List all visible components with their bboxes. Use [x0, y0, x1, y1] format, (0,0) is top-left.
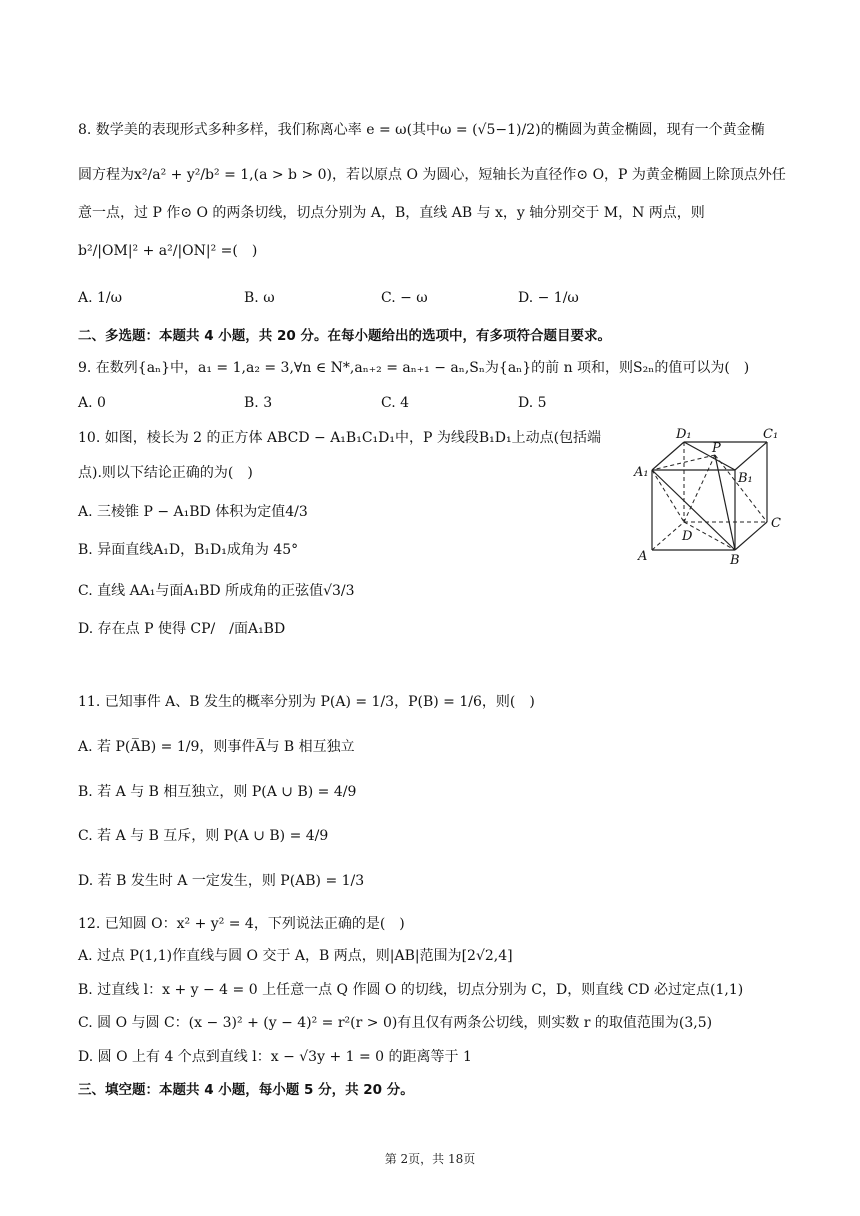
- section-2-heading: 二、多选题：本题共 4 小题，共 20 分。在每小题给出的选项中，有多项符合题目要求。: [78, 328, 611, 344]
- q10-option-b: B. 异面直线A₁D，B₁D₁成角为 45°: [78, 542, 299, 558]
- label-d: D: [682, 529, 693, 544]
- q9-option-c: C. 4: [381, 395, 410, 411]
- q8-option-b: B. ω: [244, 290, 275, 306]
- q11-option-a: A. 若 P(A̅B) = 1/9，则事件A̅与 B 相互独立: [78, 739, 355, 755]
- q11-line-1: 11. 已知事件 A、B 发生的概率分别为 P(A) = 1/3，P(B) = 1/6，则( ): [78, 694, 535, 710]
- q10-line-2: 点).则以下结论正确的为( ): [78, 465, 253, 481]
- label-a1: A₁: [634, 465, 649, 480]
- label-a: A: [638, 549, 648, 564]
- q8-line-3: 意一点，过 P 作⊙ O 的两条切线，切点分别为 A，B，直线 AB 与 x，y 轴分别交于 M，N 两点，则: [78, 205, 705, 221]
- q12-option-c: C. 圆 O 与圆 C：(x − 3)² + (y − 4)² = r²(r > 0)有且仅有两条公切线，则实数 r 的取值范围为(3,5): [78, 1015, 713, 1031]
- q8-line-2: 圆方程为x²/a² + y²/b² = 1,(a > b > 0)，若以原点 O 为圆心，短轴长为直径作⊙ O，P 为黄金椭圆上除顶点外任: [78, 167, 786, 183]
- q12-option-a: A. 过点 P(1,1)作直线与圆 O 交于 A，B 两点，则|AB|范围为[2√2,4]: [78, 948, 513, 964]
- label-b: B: [730, 553, 740, 566]
- label-p: P: [712, 441, 721, 456]
- q11-option-b: B. 若 A 与 B 相互独立，则 P(A ∪ B) = 4/9: [78, 784, 357, 800]
- q8-option-c: C. − ω: [381, 290, 428, 306]
- cube-figure: [632, 426, 782, 566]
- label-c: C: [771, 516, 781, 531]
- q8-line-1: 8. 数学美的表现形式多种多样，我们称离心率 e = ω(其中ω = (√5−1)/2)的椭圆为黄金椭圆，现有一个黄金椭: [78, 122, 765, 138]
- q11-option-c: C. 若 A 与 B 互斥，则 P(A ∪ B) = 4/9: [78, 828, 329, 844]
- q11-option-d: D. 若 B 发生时 A 一定发生，则 P(AB) = 1/3: [78, 873, 365, 889]
- q12-line-1: 12. 已知圆 O：x² + y² = 4，下列说法正确的是( ): [78, 916, 405, 932]
- q9-option-d: D. 5: [518, 395, 547, 411]
- section-3-heading: 三、填空题：本题共 4 小题，每小题 5 分，共 20 分。: [78, 1082, 414, 1098]
- q10-line-1: 10. 如图，棱长为 2 的正方体 ABCD − A₁B₁C₁D₁中，P 为线段B₁D₁上动点(包括端: [78, 430, 602, 446]
- q12-option-d: D. 圆 O 上有 4 个点到直线 l：x − √3y + 1 = 0 的距离等于 1: [78, 1049, 472, 1065]
- q9-option-b: B. 3: [244, 395, 273, 411]
- q8-line-4: b²/|OM|² + a²/|ON|² =( ): [78, 243, 258, 259]
- q8-option-d: D. − 1/ω: [518, 290, 579, 306]
- q9-option-a: A. 0: [78, 395, 106, 411]
- q9-line-1: 9. 在数列{aₙ}中，a₁ = 1,a₂ = 3,∀n ∈ N*,aₙ₊₂ = aₙ₊₁ − aₙ,Sₙ为{aₙ}的前 n 项和，则S₂ₙ的值可以为( ): [78, 360, 750, 376]
- label-b1: B₁: [738, 471, 753, 486]
- page-footer: 第 2页，共 18页: [384, 1152, 476, 1166]
- q10-option-d: D. 存在点 P 使得 CP/ /面A₁BD: [78, 621, 286, 637]
- label-d1: D₁: [676, 427, 692, 442]
- q10-option-a: A. 三棱锥 P − A₁BD 体积为定值4/3: [78, 504, 308, 520]
- label-c1: C₁: [763, 427, 779, 442]
- q12-option-b: B. 过直线 l：x + y − 4 = 0 上任意一点 Q 作圆 O 的切线，切点分别为 C，D，则直线 CD 必过定点(1,1): [78, 982, 744, 998]
- q10-option-c: C. 直线 AA₁与面A₁BD 所成角的正弦值√3/3: [78, 583, 355, 599]
- q8-option-a: A. 1/ω: [78, 290, 123, 306]
